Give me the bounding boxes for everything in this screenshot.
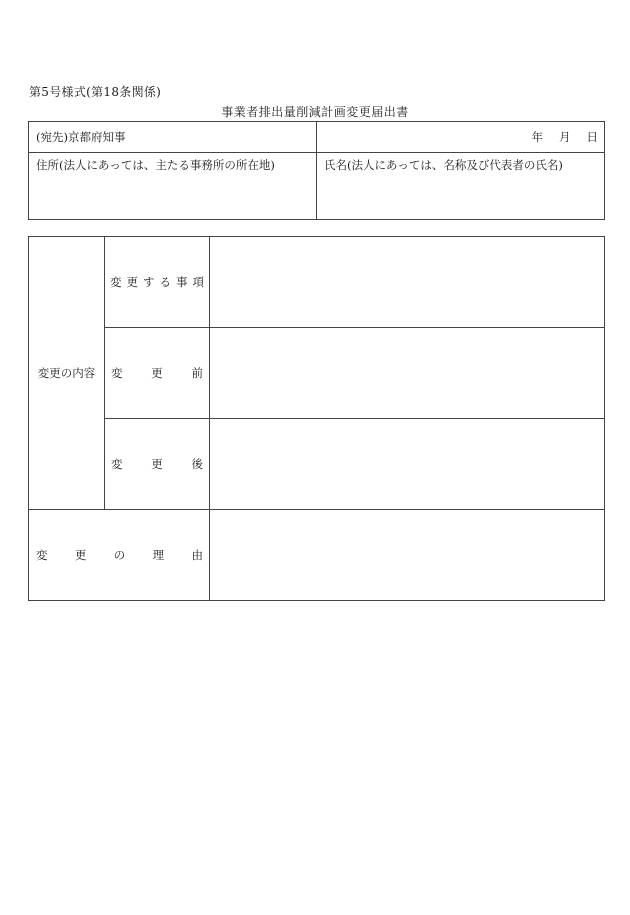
change-item-label [105, 274, 209, 290]
label-char: 変 [36, 548, 48, 562]
form-number: 第5号様式(第18条関係) [29, 85, 162, 99]
label-char: 更 [74, 548, 87, 562]
label-char: 更 [151, 366, 163, 380]
change-content-group-cell [29, 237, 105, 510]
change-item-label-cell [105, 237, 210, 328]
label-char: 更 [151, 457, 163, 471]
label-char: 後 [191, 457, 203, 471]
year-label: 年 [531, 130, 543, 144]
date-field[interactable] [317, 122, 605, 153]
label-char: す [143, 275, 155, 289]
after-change-label-cell [105, 419, 210, 510]
label-char: 変 [111, 457, 123, 471]
after-change-label [105, 456, 209, 472]
address-field[interactable] [29, 153, 317, 220]
header-table [28, 121, 605, 220]
label-char: 事 [176, 275, 188, 289]
before-change-label [105, 365, 209, 381]
reason-label-cell [29, 510, 210, 601]
day-label: 日 [586, 130, 598, 144]
recipient-label: (宛先)京都府知事 [36, 130, 126, 144]
label-char: 理 [152, 548, 165, 562]
after-change-field[interactable] [210, 419, 605, 510]
label-char: 変 [110, 275, 122, 289]
month-label: 月 [559, 130, 571, 144]
name-label: 氏名(法人にあっては、名称及び代表者の氏名) [324, 158, 563, 172]
label-char: 変 [111, 366, 123, 380]
label-char: 由 [191, 548, 203, 562]
label-char: の [113, 548, 126, 562]
before-change-field[interactable] [210, 328, 605, 419]
change-content-label: 変更の内容 [37, 366, 96, 380]
label-char: 前 [191, 366, 203, 380]
recipient-cell [29, 122, 317, 153]
change-reason-field[interactable] [210, 510, 605, 601]
before-change-label-cell [105, 328, 210, 419]
change-reason-label [29, 547, 209, 563]
name-field[interactable] [317, 153, 605, 220]
change-item-field[interactable] [210, 237, 605, 328]
label-char: る [159, 275, 171, 289]
label-char: 項 [192, 275, 204, 289]
label-char: 更 [126, 275, 138, 289]
address-label: 住所(法人にあっては、主たる事務所の所在地) [36, 158, 275, 172]
change-details-table [28, 236, 605, 601]
document-title: 事業者排出量削減計画変更届出書 [221, 105, 409, 119]
